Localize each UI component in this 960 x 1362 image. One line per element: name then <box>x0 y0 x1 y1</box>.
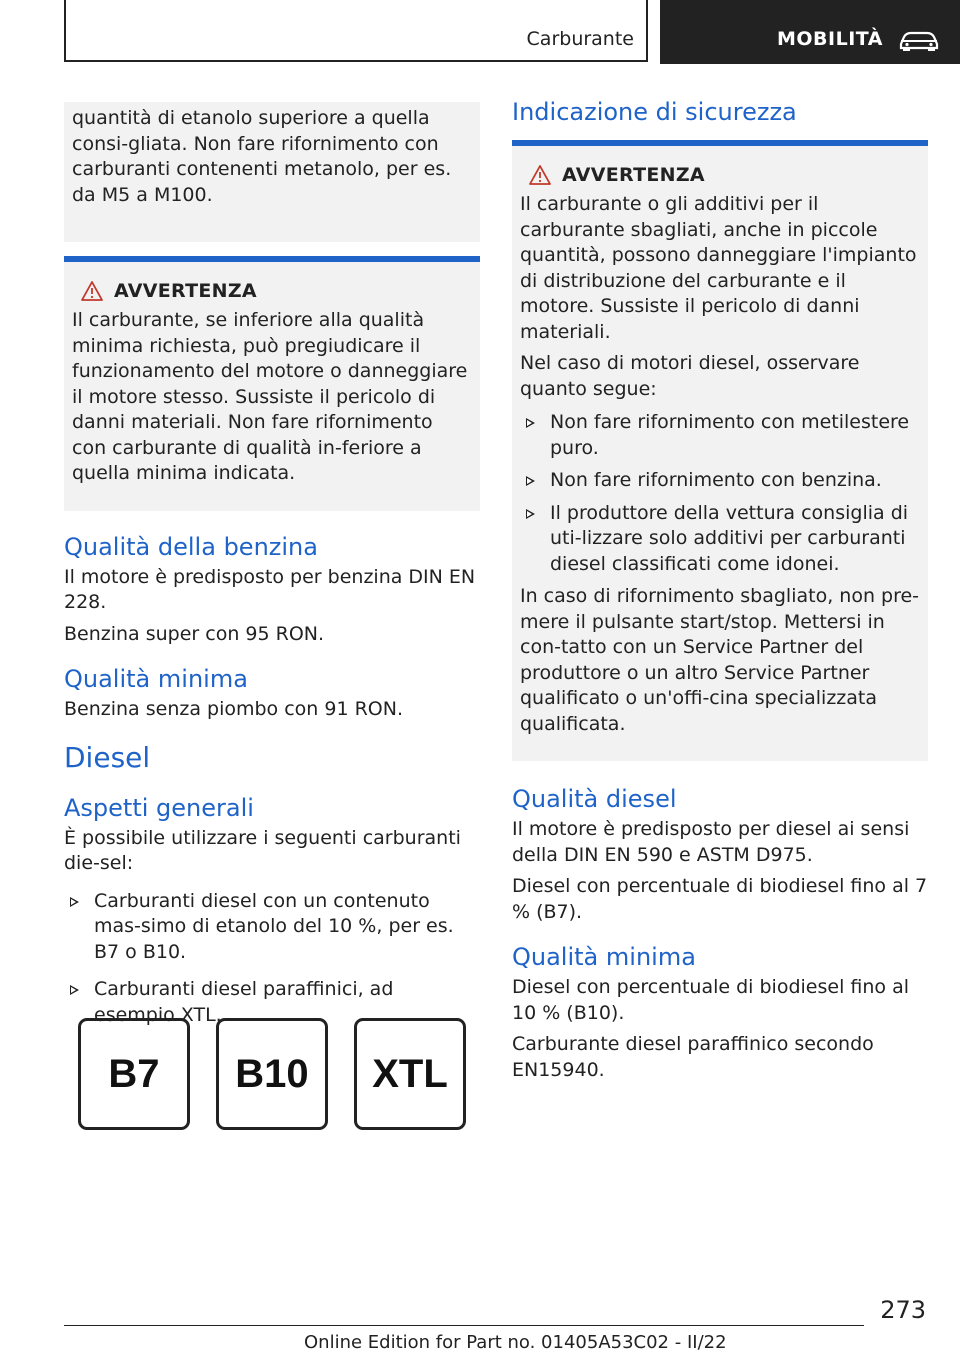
diesel-quality-p1: Il motore è predisposto per diesel ai sensi della DIN EN 590 e ASTM D975. <box>512 818 910 866</box>
warning-p2: Nel caso di motori diesel, osservare quanto segue: <box>520 352 860 400</box>
diesel-fuels-list <box>64 889 480 1029</box>
petrol-quality-p2: Benzina super con 95 RON. <box>64 622 325 645</box>
list-item: Carburanti diesel paraffinici, ad esempio XTL. <box>64 977 480 1028</box>
warning-triangle-icon <box>80 280 104 302</box>
warning-p1: Il carburante o gli additivi per il carburante sbagliati, anche in piccole quantità, possono danneggiare l'impianto di distribuzione del carburante e il motore. Sussiste il pericolo di danni materiali. <box>520 193 917 343</box>
fuel-label-xtl: XTL <box>354 1018 466 1130</box>
left-column <box>64 102 480 1035</box>
section-title: Carburante <box>526 28 634 50</box>
car-icon <box>898 30 940 56</box>
min-quality-diesel-p2: Carburante diesel paraffinico secondo EN15940. <box>512 1033 874 1081</box>
footer-divider <box>64 1325 864 1326</box>
min-quality-diesel-p1: Diesel con percentuale di biodiesel fino al 10 % (B10). <box>512 976 909 1024</box>
heading-diesel-quality: Qualità diesel <box>512 785 677 813</box>
chapter-tab[interactable] <box>660 0 960 64</box>
heading-diesel: Diesel <box>64 740 151 774</box>
bullet-triangle-icon <box>70 985 79 995</box>
note-box <box>64 102 480 242</box>
diesel-quality-p2: Diesel con percentuale di biodiesel fino al 7 % (B7). <box>512 875 928 923</box>
bullet-triangle-icon <box>526 476 535 486</box>
heading-petrol-quality: Qualità della benzina <box>64 532 318 561</box>
list-item: Carburanti diesel con un contenuto mas-simo di etanolo del 10 %, per es. B7 o B10. <box>64 889 480 966</box>
list-item: Non fare rifornimento con metilestere puro. <box>520 410 920 461</box>
heading-min-quality-petrol: Qualità minima <box>64 665 248 693</box>
warning-text: Il carburante, se inferiore alla qualità minima richiesta, può pregiudicare il funzionamento del motore o danneggiare il motore stesso. Sussiste il pericolo di danni materiali. Non fare rifornimento con carburante di qualità in-feriore a quella minima indicata. <box>72 309 468 484</box>
chapter-title: MOBILITÀ <box>777 28 883 50</box>
heading-min-quality-diesel: Qualità minima <box>512 943 696 971</box>
fuel-label-b7: B7 <box>78 1018 190 1130</box>
min-quality-petrol-p1: Benzina senza piombo con 91 RON. <box>64 698 404 720</box>
list-item: Il produttore della vettura consiglia di uti-lizzare solo additivi per carburanti diesel classificati come idonei. <box>520 501 920 578</box>
warning-box-safety <box>512 140 928 761</box>
warning-title: AVVERTENZA <box>562 164 705 186</box>
warning-triangle-icon <box>528 164 552 186</box>
petrol-quality-p1: Il motore è predisposto per benzina DIN EN 228. <box>64 565 476 613</box>
right-column <box>512 98 928 1089</box>
page-number: 273 <box>880 1296 926 1324</box>
heading-safety: Indicazione di sicurezza <box>512 98 797 126</box>
list-item: Non fare rifornimento con benzina. <box>520 468 920 494</box>
warning-box-quality <box>64 256 480 511</box>
heading-general: Aspetti generali <box>64 793 254 822</box>
bullet-triangle-icon <box>526 418 535 428</box>
footer-edition: Online Edition for Part no. 01405A53C02 - II/22 <box>304 1332 727 1353</box>
diesel-warning-list <box>520 410 920 577</box>
general-p1: È possibile utilizzare i seguenti carburanti die-sel: <box>64 826 461 874</box>
bullet-triangle-icon <box>70 897 79 907</box>
warning-p3: In caso di rifornimento sbagliato, non pre-mere il pulsante start/stop. Mettersi in con-tatto con un Service Partner del produttore o un altro Service Partner qualificato o un'offi-cina specializzata qualificata. <box>520 585 920 735</box>
note-text: quantità di etanolo superiore a quella consi-gliata. Non fare rifornimento con carburanti contenenti metanolo, per es. da M5 a M100. <box>72 107 452 206</box>
fuel-label-b10: B10 <box>216 1018 328 1130</box>
warning-title: AVVERTENZA <box>114 280 257 302</box>
bullet-triangle-icon <box>526 509 535 519</box>
